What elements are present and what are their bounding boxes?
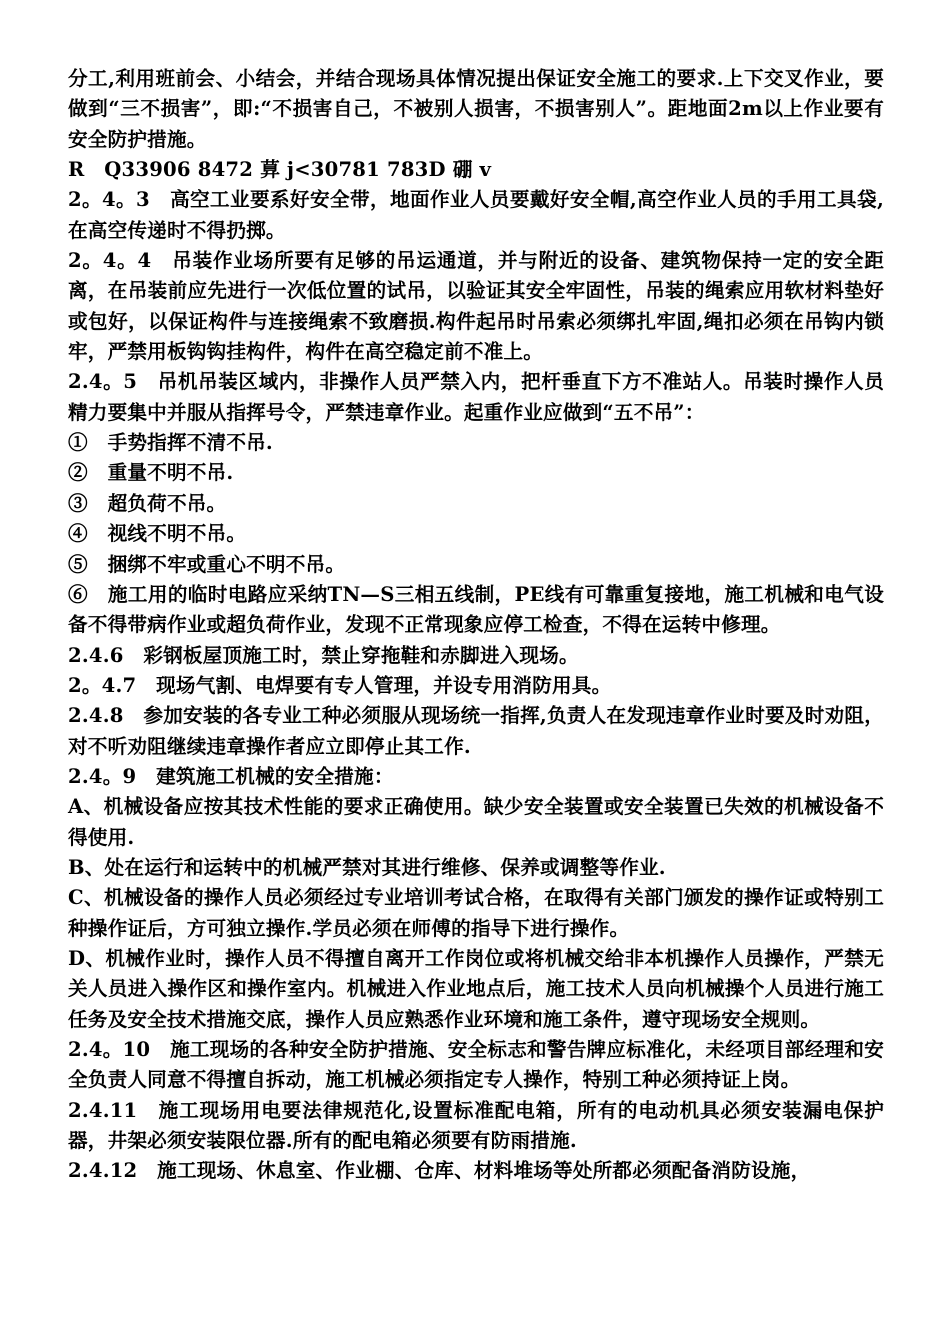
list-item-4: ④ 视线不明不吊。 xyxy=(68,522,247,546)
list-item-3: ③ 超负荷不吊。 xyxy=(68,491,227,515)
paragraph-garbled-code-line: R Q33906 8472 萛 j<30781 783D 硼 v xyxy=(68,158,492,182)
list-item-5: ⑤ 捆绑不牢或重心不明不吊。 xyxy=(68,552,346,576)
paragraph-item-a: A、机械设备应按其技术性能的要求正确使用。缺少安全装置或安全装置已失效的机械设备不得使用. xyxy=(68,795,884,849)
paragraph-intro-safety-requirements: 分工,利用班前会、小结会，并结合现场具体情况提出保证安全施工的要求.上下交叉作业，要做到“三不损害”，即:“不损害自己，不被别人损害，不损害别人”。距地面2m以上作业要有安全防护措施。 xyxy=(68,67,884,151)
paragraph-item-c: C、机械设备的操作人员必须经过专业培训考试合格，在取得有关部门颁发的操作证或特别工种操作证后，方可独立操作.学员必须在师傅的指导下进行操作。 xyxy=(68,886,884,940)
paragraph-2-4-4: 2。4。4 吊装作业场所要有足够的吊运通道，并与附近的设备、建筑物保持一定的安全距离，在吊装前应先进行一次低位置的试吊，以验证其安全牢固性，吊装的绳索应用软材料垫好或包好，以保证构件与连接绳索不致磨损.构件起吊时吊索必须绑扎牢固,绳扣必须在吊钩内锁牢，严禁用板钩钩挂构件，构件在高空稳定前不准上。 xyxy=(68,249,884,364)
paragraph-2-4-10: 2.4。10 施工现场的各种安全防护措施、安全标志和警告牌应标准化，未经项目部经理和安全负责人同意不得擅自拆动，施工机械必须指定专人操作，特别工种必须持证上岗。 xyxy=(68,1038,884,1092)
list-item-1: ① 手势指挥不清不吊. xyxy=(68,431,273,455)
paragraph-2-4-7: 2。4.7 现场气割、电焊要有专人管理，并设专用消防用具。 xyxy=(68,673,612,697)
paragraph-2-4-8: 2.4.8 参加安装的各专业工种必须服从现场统一指挥,负责人在发现违章作业时要及时劝阻，对不听劝阻继续违章操作者应立即停止其工作. xyxy=(68,704,884,758)
list-item-2: ② 重量不明不吊. xyxy=(68,461,234,485)
list-item-6: ⑥ 施工用的临时电路应采纳TN—S三相五线制，PE线有可靠重复接地，施工机械和电气设备不得带病作业或超负荷作业，发现不正常现象应停工检查，不得在运转中修理。 xyxy=(68,582,884,637)
paragraph-2-4-11: 2.4.11 施工现场用电要法律规范化,设置标准配电箱，所有的电动机具必须安装漏电保护器，井架必须安装限位器.所有的配电箱必须要有防雨措施. xyxy=(68,1098,884,1153)
paragraph-2-4-5: 2.4。5 吊机吊装区域内，非操作人员严禁入内，把杆垂直下方不准站人。吊装时操作人员精力要集中并服从指挥号令，严禁违章作业。起重作业应做到“五不吊”： xyxy=(68,370,884,424)
paragraph-2-4-9: 2.4。9 建筑施工机械的安全措施： xyxy=(68,764,394,788)
paragraph-2-4-6: 2.4.6 彩钢板屋顶施工时，禁止穿拖鞋和赤脚进入现场。 xyxy=(68,643,579,667)
document-page xyxy=(68,64,884,1187)
paragraph-item-d: D、机械作业时，操作人员不得擅自离开工作岗位或将机械交给非本机操作人员操作，严禁无关人员进入操作区和操作室内。机械进入作业地点后，施工技术人员向机械操个人员进行施工任务及安全技术措施交底，操作人员应熟悉作业环境和施工条件，遵守现场安全规则。 xyxy=(68,946,884,1031)
paragraph-item-b: B、处在运行和运转中的机械严禁对其进行维修、保养或调整等作业. xyxy=(68,855,666,879)
paragraph-2-4-3: 2。4。3 高空工业要系好安全带，地面作业人员要戴好安全帽,高空作业人员的手用工具袋,在高空传递时不得扔掷。 xyxy=(68,188,884,242)
paragraph-2-4-12: 2.4.12 施工现场、休息室、作业棚、仓库、材料堆场等处所都必须配备消防设施， xyxy=(68,1159,811,1183)
